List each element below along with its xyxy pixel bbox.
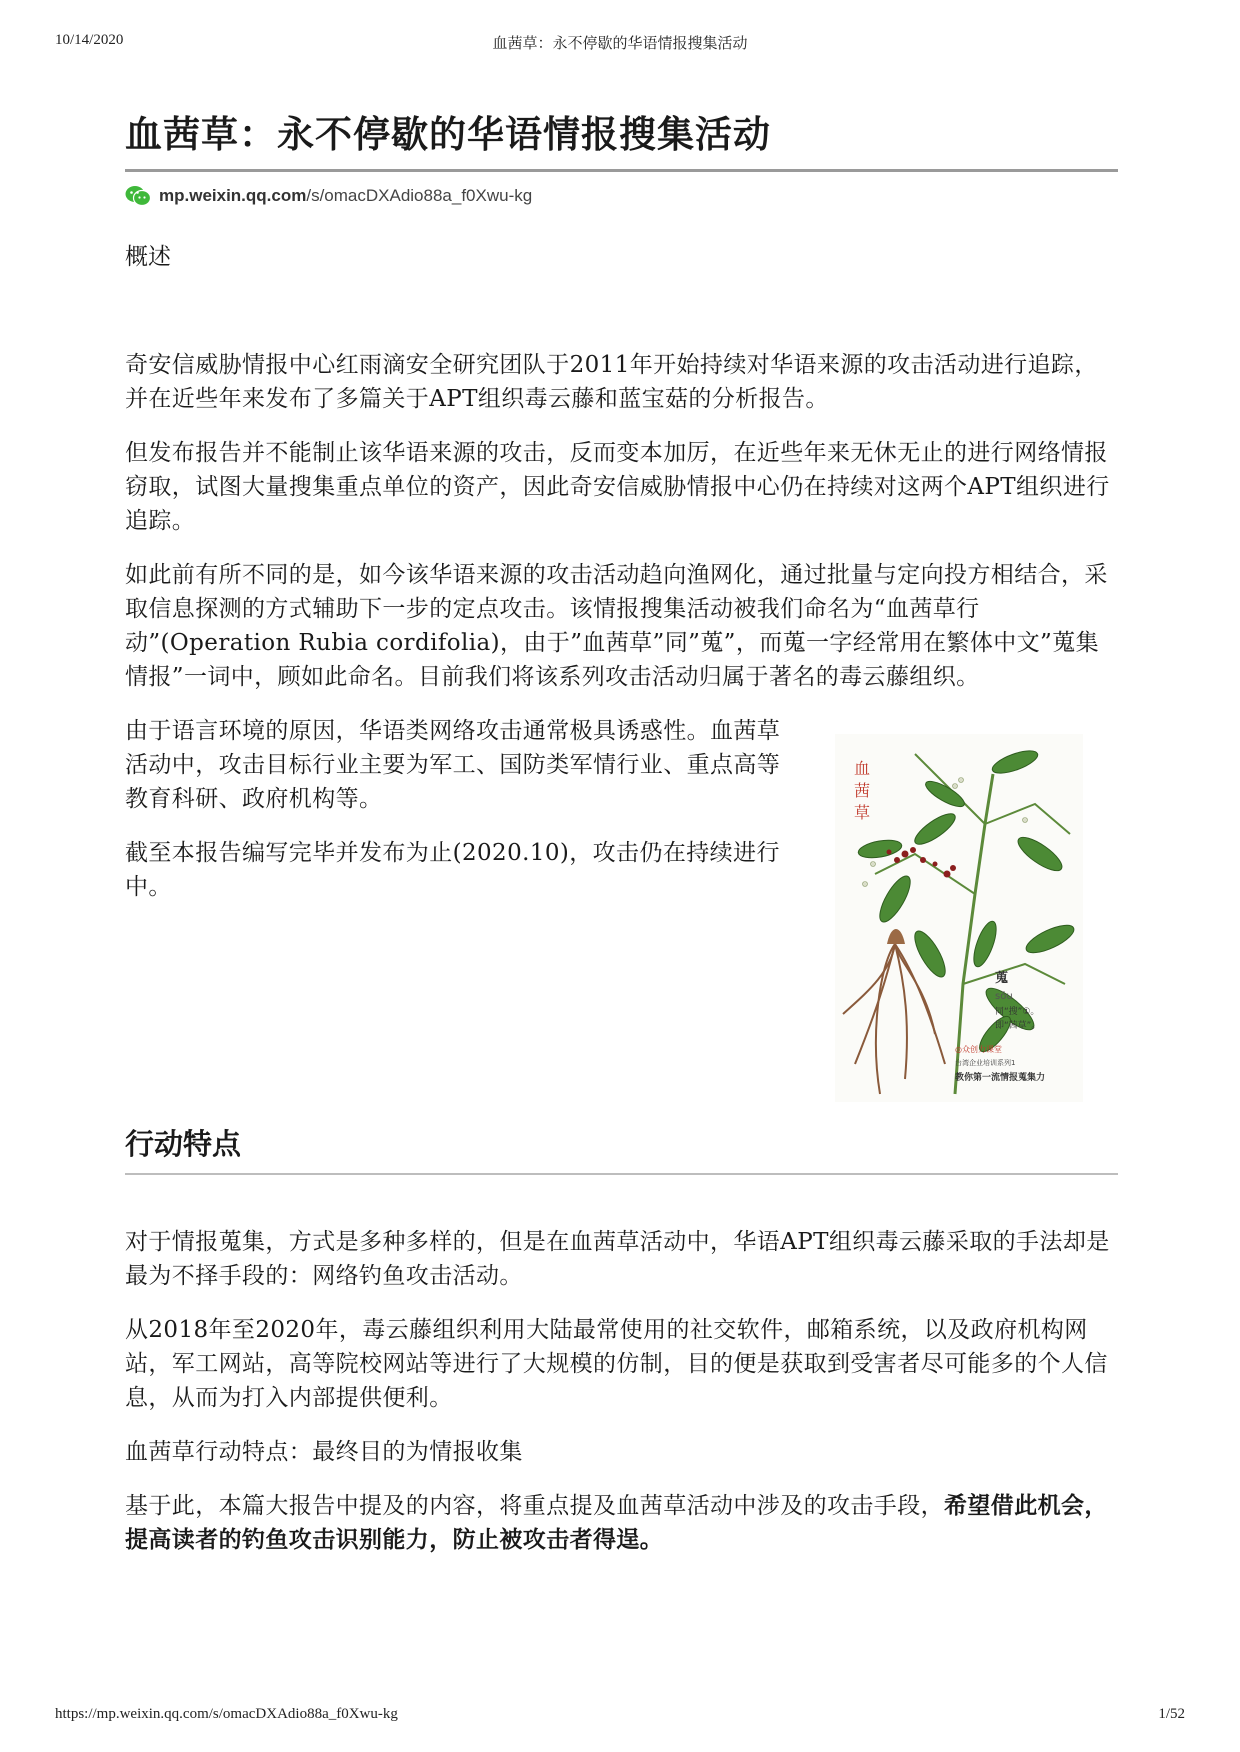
paragraph — [125, 1489, 1118, 1557]
title-divider — [125, 169, 1118, 172]
figure-series: 台湾企业培训系列1 — [955, 1059, 1016, 1067]
paragraph: 奇安信威胁情报中心红雨滴安全研究团队于2011年开始持续对华语来源的攻击活动进行追踪，并在近些年来发布了多篇关于APT组织毒云藤和蓝宝菇的分析报告。 — [125, 352, 1098, 412]
figure-char: 蒐 — [995, 971, 1009, 986]
paragraph: 对于情报蒐集，方式是多种多样的，但是在血茜草活动中，华语APT组织毒云藤采取的手法却是最为不择手段的：网络钓鱼攻击活动。 — [125, 1229, 1110, 1289]
figure-brand: ◎众创力课堂 — [955, 1045, 1002, 1054]
source-path[interactable]: /s/omacDXAdio88a_f0Xwu-kg — [306, 186, 533, 205]
text-with-figure — [125, 714, 1118, 1124]
figure-pinyin: sōu — [995, 991, 1013, 1002]
print-url[interactable]: https://mp.weixin.qq.com/s/omacDXAdio88a_f0Xwu-kg — [55, 1706, 398, 1722]
paragraph: 由于语言环境的原因，华语类网络攻击通常极具诱惑性。血茜草活动中，攻击目标行业主要为军工、国防类军情行业、重点高等教育科研、政府机构等。 — [125, 718, 781, 812]
section-label-overview: 概述 — [125, 244, 171, 270]
paragraph: 但发布报告并不能制止该华语来源的攻击，反而变本加厉，在近些年来无休无止的进行网络情报窃取，试图大量搜集重点单位的资产，因此奇安信威胁情报中心仍在持续对这两个APT组织进行追踪。 — [125, 440, 1110, 534]
rubia-plant-illustration — [835, 734, 1083, 1102]
section-heading: 行动特点 — [125, 1127, 242, 1161]
final-paragraph-emphasis: 希望借此机会，提高读者的钓鱼攻击识别能力，防止被攻击者得逞。 — [125, 1492, 1108, 1553]
paragraph: 从2018年至2020年，毒云藤组织利用大陆最常使用的社交软件，邮箱系统，以及政府机构网站，军工网站，高等院校网站等进行了大规模的仿制，目的便是获取到受害者尽可能多的个人信息，从而为打入内部提供便利。 — [125, 1317, 1108, 1411]
print-footer — [55, 1706, 1185, 1726]
print-header-title: 血茜草：永不停歇的华语情报搜集活动 — [492, 36, 748, 52]
final-paragraph-text: 基于此，本篇大报告中提及的内容，将重点提及血茜草活动中涉及的攻击手段， — [125, 1493, 944, 1519]
print-date: 10/14/2020 — [55, 32, 124, 48]
paragraph: 截至本报告编写完毕并发布为止(2020.10)，攻击仍在持续进行中。 — [125, 840, 780, 900]
paragraph: 血茜草行动特点：最终目的为情报收集 — [125, 1439, 523, 1465]
page-number: 1/52 — [1158, 1706, 1185, 1722]
figure-vertical-label: 血茜草 — [851, 760, 871, 826]
paragraph: 如此前有所不同的是，如今该华语来源的攻击活动趋向渔网化，通过批量与定向投方相结合，采取信息探测的方式辅助下一步的定点攻击。该情报搜集活动被我们命名为“血茜草行动”(Operation Rubia cordifolia)，由于”血茜草”同”蒐”，而蒐一字经常用在繁体中文”蒐集情报”一词中，顾如此命名。目前我们将该系列攻击活动归属于著名的毒云藤组织。 — [125, 562, 1108, 690]
article-title: 血茜草：永不停歇的华语情报搜集活动 — [125, 113, 771, 156]
wechat-icon — [125, 185, 151, 207]
article — [125, 110, 1118, 1557]
section-divider — [125, 1173, 1118, 1175]
source-domain[interactable]: mp.weixin.qq.com — [159, 186, 307, 205]
figure-note: 即“茜草”。 — [995, 1021, 1041, 1031]
source-link[interactable] — [125, 182, 1118, 210]
figure-note: 同“搜”①。 — [995, 1007, 1040, 1017]
print-header — [55, 32, 1185, 52]
figure-caption: 教你第一流情报蒐集力 — [955, 1073, 1046, 1083]
